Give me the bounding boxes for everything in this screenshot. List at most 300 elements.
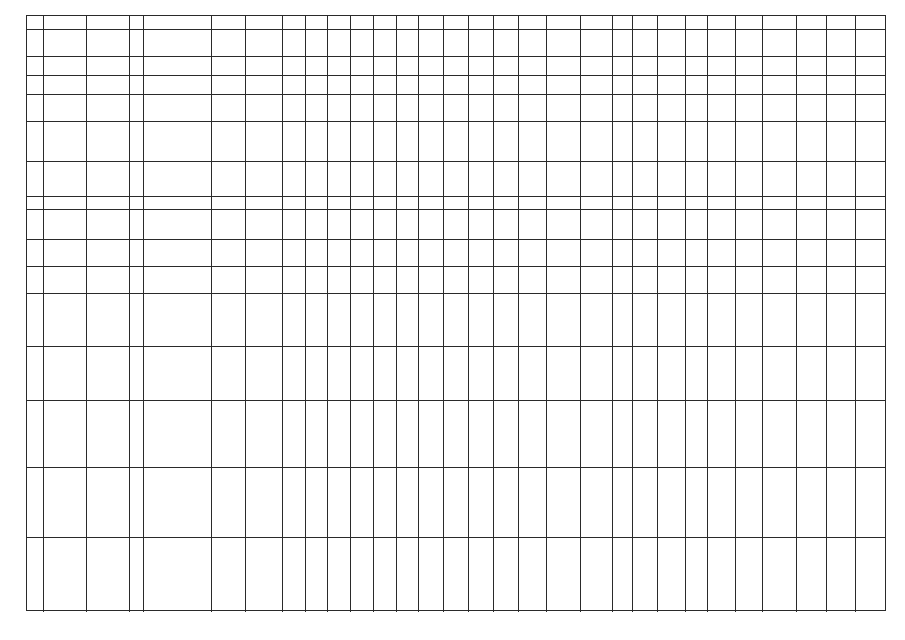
table-cell — [129, 122, 143, 161]
table-cell — [632, 16, 657, 29]
table-row — [27, 94, 885, 121]
table-cell — [546, 16, 580, 29]
table-cell — [735, 197, 762, 209]
table-row — [27, 29, 885, 56]
table-cell — [143, 210, 211, 239]
table-cell — [796, 16, 826, 29]
table-cell — [612, 122, 632, 161]
table-cell — [86, 16, 129, 29]
table-cell — [855, 347, 887, 400]
table-cell — [43, 347, 86, 400]
table-cell — [282, 197, 305, 209]
table-cell — [612, 401, 632, 467]
table-cell — [245, 30, 281, 56]
table-cell — [707, 538, 734, 612]
table-cell — [657, 197, 684, 209]
table-cell — [211, 347, 245, 400]
table-cell — [855, 538, 887, 612]
table-cell — [373, 538, 396, 612]
table-cell — [443, 76, 468, 94]
table-cell — [443, 16, 468, 29]
table-cell — [396, 267, 419, 293]
table-cell — [418, 95, 443, 121]
table-cell — [373, 210, 396, 239]
table-cell — [632, 162, 657, 196]
table-cell — [546, 197, 580, 209]
table-cell — [855, 57, 887, 75]
table-cell — [493, 240, 518, 266]
table-cell — [245, 468, 281, 537]
table-cell — [327, 347, 350, 400]
table-cell — [327, 122, 350, 161]
table-cell — [518, 240, 545, 266]
table-cell — [735, 538, 762, 612]
data-table — [26, 15, 886, 611]
table-cell — [86, 240, 129, 266]
table-cell — [707, 57, 734, 75]
table-cell — [86, 122, 129, 161]
table-cell — [518, 76, 545, 94]
table-cell — [707, 294, 734, 347]
table-cell — [350, 267, 373, 293]
table-cell — [855, 267, 887, 293]
table-cell — [86, 294, 129, 347]
table-cell — [143, 76, 211, 94]
table-cell — [373, 162, 396, 196]
table-cell — [796, 267, 826, 293]
table-cell — [27, 30, 43, 56]
table-cell — [350, 347, 373, 400]
table-cell — [855, 210, 887, 239]
table-cell — [762, 401, 796, 467]
table-cell — [129, 16, 143, 29]
table-cell — [632, 57, 657, 75]
table-cell — [373, 294, 396, 347]
table-cell — [43, 538, 86, 612]
table-cell — [396, 16, 419, 29]
table-cell — [796, 197, 826, 209]
table-cell — [612, 76, 632, 94]
table-cell — [211, 240, 245, 266]
table-cell — [443, 401, 468, 467]
table-cell — [762, 294, 796, 347]
table-cell — [211, 267, 245, 293]
table-cell — [546, 76, 580, 94]
table-cell — [707, 30, 734, 56]
table-cell — [493, 210, 518, 239]
table-cell — [282, 240, 305, 266]
table-row — [27, 121, 885, 161]
table-cell — [580, 57, 612, 75]
table-cell — [735, 294, 762, 347]
table-cell — [143, 401, 211, 467]
table-cell — [735, 468, 762, 537]
table-cell — [580, 347, 612, 400]
table-cell — [305, 294, 328, 347]
table-cell — [143, 347, 211, 400]
table-cell — [580, 468, 612, 537]
table-cell — [350, 240, 373, 266]
table-cell — [396, 210, 419, 239]
table-cell — [245, 347, 281, 400]
table-cell — [27, 95, 43, 121]
table-cell — [468, 538, 493, 612]
table-cell — [143, 95, 211, 121]
table-cell — [305, 95, 328, 121]
table-cell — [632, 294, 657, 347]
table-row — [27, 196, 885, 209]
table-cell — [350, 468, 373, 537]
table-cell — [327, 240, 350, 266]
table-cell — [762, 538, 796, 612]
table-cell — [373, 57, 396, 75]
table-cell — [796, 347, 826, 400]
table-cell — [373, 347, 396, 400]
table-cell — [612, 30, 632, 56]
table-cell — [211, 162, 245, 196]
table-cell — [373, 401, 396, 467]
table-row — [27, 467, 885, 537]
table-cell — [418, 240, 443, 266]
table-cell — [580, 401, 612, 467]
table-cell — [129, 57, 143, 75]
table-cell — [826, 267, 856, 293]
table-row — [27, 161, 885, 196]
table-cell — [685, 30, 708, 56]
table-cell — [282, 538, 305, 612]
table-cell — [685, 210, 708, 239]
table-cell — [350, 95, 373, 121]
table-cell — [735, 95, 762, 121]
table-cell — [685, 57, 708, 75]
table-row — [27, 346, 885, 400]
table-cell — [373, 95, 396, 121]
table-cell — [327, 294, 350, 347]
table-cell — [826, 538, 856, 612]
table-cell — [468, 294, 493, 347]
table-cell — [211, 57, 245, 75]
table-cell — [305, 468, 328, 537]
table-cell — [282, 122, 305, 161]
table-cell — [657, 294, 684, 347]
table-cell — [443, 197, 468, 209]
table-cell — [546, 347, 580, 400]
table-cell — [211, 16, 245, 29]
table-cell — [493, 162, 518, 196]
table-cell — [143, 57, 211, 75]
table-cell — [468, 162, 493, 196]
table-cell — [27, 538, 43, 612]
table-cell — [546, 210, 580, 239]
table-cell — [612, 197, 632, 209]
table-cell — [518, 347, 545, 400]
table-cell — [373, 122, 396, 161]
table-cell — [685, 468, 708, 537]
table-cell — [43, 95, 86, 121]
table-cell — [518, 16, 545, 29]
table-cell — [762, 30, 796, 56]
table-cell — [546, 538, 580, 612]
table-cell — [796, 538, 826, 612]
table-cell — [129, 347, 143, 400]
table-cell — [493, 122, 518, 161]
table-cell — [580, 76, 612, 94]
table-cell — [245, 401, 281, 467]
table-cell — [211, 76, 245, 94]
table-cell — [796, 240, 826, 266]
table-cell — [612, 210, 632, 239]
table-cell — [796, 210, 826, 239]
table-cell — [762, 122, 796, 161]
table-cell — [632, 76, 657, 94]
table-cell — [632, 95, 657, 121]
table-cell — [632, 538, 657, 612]
table-cell — [86, 468, 129, 537]
table-cell — [86, 162, 129, 196]
table-cell — [493, 347, 518, 400]
table-cell — [826, 468, 856, 537]
table-cell — [443, 57, 468, 75]
table-cell — [27, 16, 43, 29]
table-cell — [468, 30, 493, 56]
table-cell — [826, 16, 856, 29]
table-cell — [129, 95, 143, 121]
table-cell — [43, 468, 86, 537]
table-cell — [143, 468, 211, 537]
table-cell — [396, 57, 419, 75]
table-cell — [796, 30, 826, 56]
table-row — [27, 537, 885, 612]
table-cell — [327, 162, 350, 196]
table-cell — [612, 267, 632, 293]
table-cell — [707, 468, 734, 537]
table-cell — [282, 294, 305, 347]
table-cell — [493, 57, 518, 75]
table-cell — [855, 30, 887, 56]
table-cell — [468, 210, 493, 239]
table-cell — [493, 267, 518, 293]
table-cell — [418, 267, 443, 293]
table-cell — [327, 401, 350, 467]
table-cell — [796, 76, 826, 94]
table-cell — [735, 122, 762, 161]
table-cell — [305, 76, 328, 94]
table-cell — [129, 267, 143, 293]
table-cell — [657, 210, 684, 239]
table-cell — [855, 122, 887, 161]
table-cell — [373, 240, 396, 266]
table-cell — [396, 401, 419, 467]
table-cell — [129, 401, 143, 467]
table-cell — [373, 30, 396, 56]
table-cell — [129, 240, 143, 266]
table-cell — [350, 538, 373, 612]
table-cell — [796, 468, 826, 537]
table-cell — [735, 210, 762, 239]
table-cell — [86, 57, 129, 75]
table-cell — [282, 30, 305, 56]
table-cell — [546, 294, 580, 347]
table-cell — [796, 57, 826, 75]
table-cell — [518, 401, 545, 467]
table-cell — [685, 95, 708, 121]
table-cell — [418, 468, 443, 537]
table-cell — [327, 197, 350, 209]
table-cell — [305, 57, 328, 75]
table-cell — [735, 76, 762, 94]
table-cell — [612, 468, 632, 537]
table-cell — [418, 16, 443, 29]
table-cell — [493, 538, 518, 612]
table-cell — [632, 240, 657, 266]
table-cell — [632, 468, 657, 537]
table-cell — [796, 122, 826, 161]
table-cell — [493, 294, 518, 347]
table-cell — [518, 267, 545, 293]
table-cell — [612, 162, 632, 196]
table-cell — [211, 95, 245, 121]
table-cell — [27, 57, 43, 75]
table-cell — [468, 122, 493, 161]
table-cell — [855, 197, 887, 209]
table-cell — [685, 16, 708, 29]
table-cell — [396, 197, 419, 209]
table-cell — [546, 30, 580, 56]
table-cell — [443, 267, 468, 293]
table-cell — [27, 76, 43, 94]
table-cell — [245, 95, 281, 121]
table-cell — [707, 347, 734, 400]
table-cell — [282, 347, 305, 400]
table-cell — [685, 162, 708, 196]
table-cell — [211, 30, 245, 56]
table-cell — [762, 197, 796, 209]
table-cell — [657, 347, 684, 400]
table-cell — [43, 240, 86, 266]
table-cell — [27, 347, 43, 400]
table-cell — [707, 197, 734, 209]
table-cell — [826, 76, 856, 94]
table-cell — [245, 294, 281, 347]
table-cell — [762, 76, 796, 94]
table-cell — [612, 16, 632, 29]
table-cell — [707, 95, 734, 121]
table-row — [27, 293, 885, 347]
table-cell — [129, 162, 143, 196]
table-cell — [762, 57, 796, 75]
table-cell — [143, 16, 211, 29]
table-cell — [855, 162, 887, 196]
table-cell — [657, 122, 684, 161]
table-cell — [373, 197, 396, 209]
table-cell — [350, 30, 373, 56]
table-cell — [129, 197, 143, 209]
table-cell — [632, 267, 657, 293]
table-cell — [826, 294, 856, 347]
table-cell — [43, 76, 86, 94]
table-cell — [762, 95, 796, 121]
table-cell — [282, 401, 305, 467]
table-cell — [855, 294, 887, 347]
table-cell — [86, 76, 129, 94]
table-cell — [546, 267, 580, 293]
table-cell — [86, 401, 129, 467]
table-cell — [762, 210, 796, 239]
table-cell — [43, 122, 86, 161]
table-cell — [493, 401, 518, 467]
table-cell — [657, 57, 684, 75]
table-cell — [443, 30, 468, 56]
table-cell — [518, 294, 545, 347]
table-cell — [27, 210, 43, 239]
table-cell — [468, 240, 493, 266]
table-cell — [493, 468, 518, 537]
table-cell — [27, 197, 43, 209]
table-cell — [685, 294, 708, 347]
table-cell — [580, 16, 612, 29]
table-cell — [27, 267, 43, 293]
table-cell — [245, 240, 281, 266]
table-cell — [546, 240, 580, 266]
table-cell — [443, 95, 468, 121]
table-cell — [305, 347, 328, 400]
table-cell — [245, 122, 281, 161]
table-cell — [305, 401, 328, 467]
table-cell — [282, 162, 305, 196]
table-cell — [350, 197, 373, 209]
table-cell — [657, 95, 684, 121]
table-cell — [855, 95, 887, 121]
table-cell — [826, 95, 856, 121]
table-cell — [143, 538, 211, 612]
table-cell — [245, 197, 281, 209]
table-cell — [580, 122, 612, 161]
table-cell — [580, 294, 612, 347]
table-cell — [327, 16, 350, 29]
table-cell — [762, 267, 796, 293]
table-cell — [826, 30, 856, 56]
table-cell — [373, 76, 396, 94]
table-cell — [43, 401, 86, 467]
table-cell — [468, 468, 493, 537]
table-cell — [855, 76, 887, 94]
table-cell — [418, 30, 443, 56]
table-cell — [468, 16, 493, 29]
table-cell — [493, 16, 518, 29]
table-cell — [373, 468, 396, 537]
table-cell — [305, 240, 328, 266]
table-cell — [245, 57, 281, 75]
table-cell — [826, 401, 856, 467]
table-cell — [443, 347, 468, 400]
table-cell — [546, 57, 580, 75]
table-cell — [396, 122, 419, 161]
table-cell — [826, 240, 856, 266]
table-cell — [493, 76, 518, 94]
table-cell — [350, 294, 373, 347]
table-cell — [796, 294, 826, 347]
table-cell — [282, 57, 305, 75]
table-cell — [418, 122, 443, 161]
table-cell — [707, 16, 734, 29]
table-cell — [518, 57, 545, 75]
table-cell — [350, 122, 373, 161]
table-cell — [327, 210, 350, 239]
table-cell — [282, 95, 305, 121]
table-cell — [129, 294, 143, 347]
table-cell — [468, 95, 493, 121]
table-cell — [396, 30, 419, 56]
